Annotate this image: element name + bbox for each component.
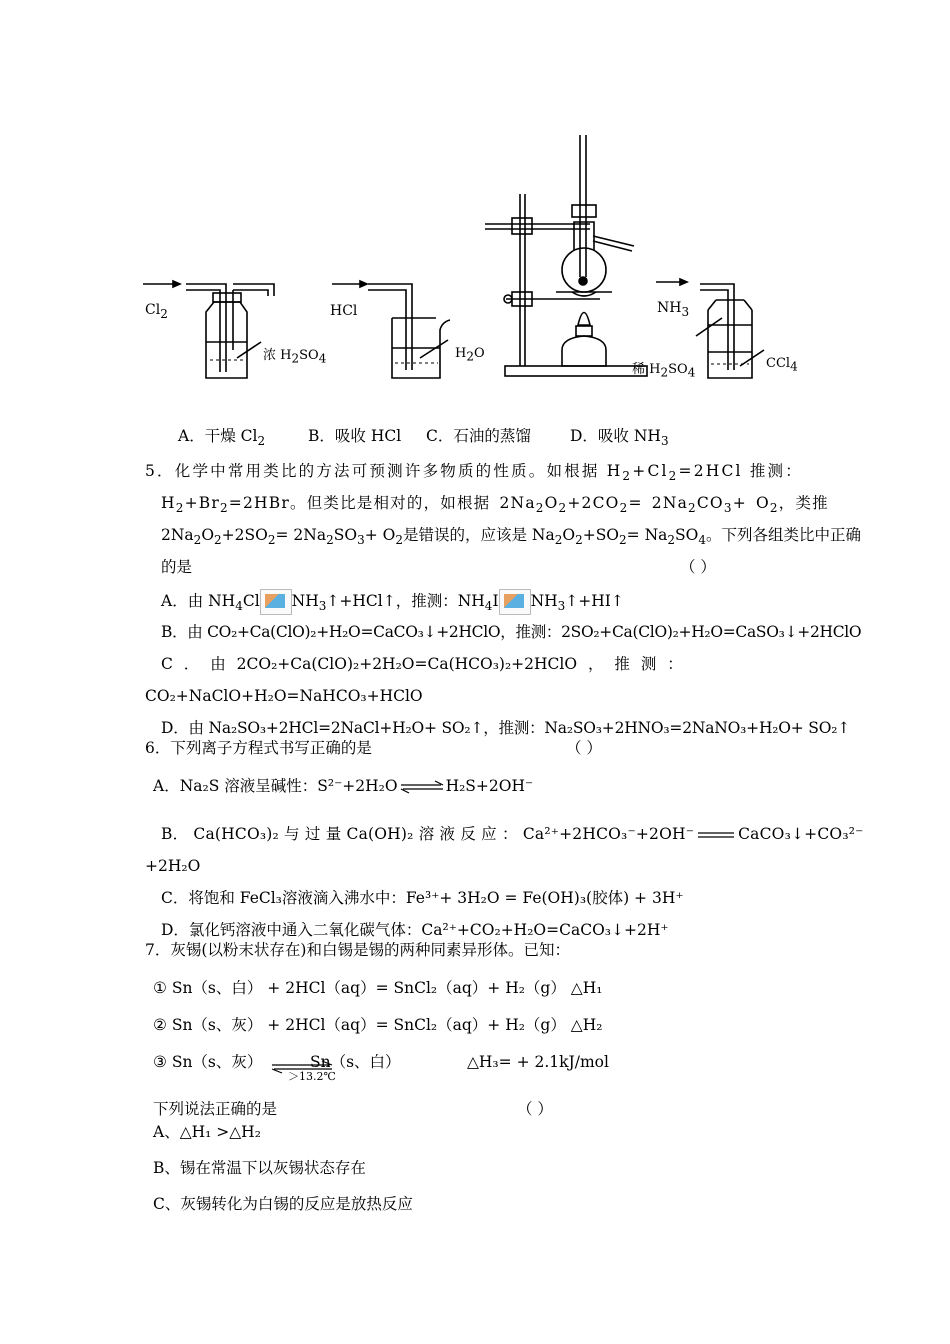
q4-option-d: D．吸收 $NH_3$ (570, 427, 669, 449)
q6-stem: 6．下列离子方程式书写正确的是 (145, 739, 372, 757)
label-conc-h2so4: 浓 $H_2SO_4$ (263, 348, 327, 366)
q6-option-c: C．将饱和 FeCl₃溶液滴入沸水中：Fe³⁺+ 3H₂O = Fe(OH)₃(胶体) + 3H⁺ (161, 889, 684, 907)
q7-option-c: C、灰锡转化为白锡的反应是放热反应 (153, 1195, 413, 1213)
q7-reaction-3: ③ Sn（s、灰） (153, 1053, 263, 1071)
q5-line4: 的是 (161, 558, 193, 576)
reversible-arrow-icon (399, 780, 445, 794)
q7-option-a: A、△H₁ >△H₂ (153, 1123, 261, 1141)
q5-option-a: A．由 $NH_4Cl$ $NH_3↑+HCl↑$，推测：$NH_4I$ $NH_3↑+HI↑$ (161, 589, 624, 616)
q7-reaction-1: ① Sn（s、白） + 2HCl（aq）= SnCl₂（aq）+ H₂（g） △H₁ (153, 979, 603, 997)
q6-answer-paren: （ ） (566, 739, 602, 757)
label-nh3: $NH_3$ (657, 300, 690, 319)
q5-option-b: B．由 CO₂+Ca(ClO)₂+H₂O=CaCO₃↓+2HClO，推测：2SO₂+Ca(ClO)₂+H₂O=CaSO₃↓+2HClO (161, 623, 862, 641)
q6-option-b-line2: +2H₂O (145, 857, 201, 875)
q7-reaction-2: ② Sn（s、灰） + 2HCl（aq）= SnCl₂（aq）+ H₂（g） △H₂ (153, 1016, 603, 1034)
label-h2o: $H_2O$ (455, 346, 485, 364)
q7-reaction-3-enthalpy: △H₃= + 2.1kJ/mol (467, 1053, 609, 1071)
q7-reaction-3-product: Sn（s、白） (310, 1053, 401, 1071)
heat-arrow-image (499, 589, 531, 615)
label-dil-h2so4: 稀 $H_2SO_4$ (632, 362, 696, 380)
q5-line3: $2Na_2O_2+2SO_2= 2Na_2SO_3+ O_2$是错误的，应该是 $Na_2O_2+SO_2= Na_2SO_4$。下列各组类比中正确 (161, 526, 862, 548)
q5-option-c-line1: C ． 由 2CO₂+Ca(ClO)₂+2H₂O=Ca(HCO₃)₂+2HClO ， 推 测 ： (161, 655, 683, 673)
q4-option-c: C．石油的蒸馏 (426, 427, 531, 445)
q5-answer-paren: （ ） (680, 558, 716, 576)
apparatus-figure (0, 0, 950, 400)
q5-line1: 5．化学中常用类比的方法可预测许多物质的性质。如根据 $H_2+Cl_2=2HCl$ 推测： (145, 462, 803, 484)
q7-ask: 下列说法正确的是 (153, 1100, 278, 1118)
q7-answer-paren: （ ） (517, 1100, 553, 1118)
label-cl2: $Cl_2$ (145, 302, 168, 321)
label-hcl: HCl (330, 303, 358, 319)
q6-option-a: A．Na₂S 溶液呈碱性：S²⁻+2H₂O H₂S+2OH⁻ (153, 777, 534, 795)
q6-option-b-line1: B． Ca(HCO₃)₂ 与 过 量 Ca(OH)₂ 溶 液 反 应 ： Ca²⁺+2HCO₃⁻+2OH⁻ CaCO₃↓+CO₃²⁻ (161, 825, 864, 843)
q4-option-a: A．干燥 $Cl_2$ (178, 427, 266, 449)
q7-option-b: B、锡在常温下以灰锡状态存在 (153, 1159, 366, 1177)
q5-option-d: D．由 Na₂SO₃+2HCl=2NaCl+H₂O+ SO₂↑，推测：Na₂SO₃+2HNO₃=2NaNO₃+H₂O+ SO₂↑ (161, 719, 851, 737)
q4-option-b: B．吸收 HCl (308, 427, 402, 445)
label-ccl4: CCl$_4$ (766, 356, 798, 374)
q7-reaction-3-condition: ＞13.2℃ (288, 1070, 336, 1083)
q5-option-c-line2: CO₂+NaClO+H₂O=NaHCO₃+HClO (145, 687, 423, 705)
q7-stem: 7．灰锡(以粉末状存在)和白锡是锡的两种同素异形体。已知： (145, 941, 570, 959)
equals-bar-icon (696, 830, 736, 840)
q6-option-d: D．氯化钙溶液中通入二氧化碳气体：Ca²⁺+CO₂+H₂O=CaCO₃↓+2H⁺ (161, 921, 669, 939)
q5-line2: $H_2+Br_2=2HBr$。但类比是相对的，如根据 $2Na_2O_2+2CO_2= 2Na_2CO_3+ O_2$，类推 (161, 494, 829, 516)
heat-arrow-image (260, 589, 292, 615)
